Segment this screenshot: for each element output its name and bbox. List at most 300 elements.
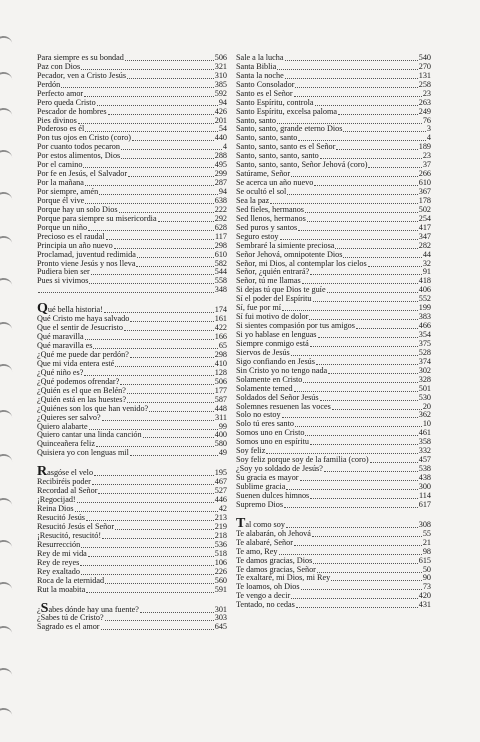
page-number: 263	[418, 97, 431, 107]
hymn-title: Perfecto amor	[37, 88, 84, 98]
leader-dots	[158, 221, 214, 222]
page-number: 310	[214, 70, 227, 80]
hymn-title: Sí el poder del Espíritu	[236, 294, 312, 304]
hymn-title: Sembraré la simiente preciosa	[236, 240, 335, 250]
section-initial: R	[37, 464, 48, 480]
leader-dots	[120, 384, 213, 385]
leader-dots	[307, 221, 418, 222]
page-number: 298	[214, 240, 227, 250]
hymn-title: Porque para siempre su misericordia	[37, 213, 157, 223]
index-letter-group	[37, 600, 227, 633]
leader-dots	[324, 471, 418, 472]
page-number: 628	[214, 222, 227, 232]
hymn-title: Por la mañana	[37, 178, 84, 188]
index-column-left	[37, 54, 227, 641]
leader-dots	[77, 502, 214, 503]
page-number: 538	[418, 464, 431, 474]
hymn-title: Soldados del Señor Jesús	[236, 392, 319, 402]
hymn-title: Santo es el Señor	[236, 88, 293, 98]
leader-dots	[149, 411, 214, 412]
hymn-title: Pero queda Cristo	[37, 97, 96, 107]
leader-dots	[96, 446, 214, 447]
page-number: 321	[214, 61, 227, 71]
hymn-title: ¡Regocijad!	[37, 495, 76, 505]
page-number: 219	[214, 521, 227, 531]
page-number: 418	[418, 276, 431, 286]
hymn-title: Sí, fue por mí	[236, 303, 282, 313]
leader-dots	[80, 565, 213, 566]
page-number: 106	[214, 557, 227, 567]
leader-dots	[85, 185, 214, 186]
hymn-title: Santa la noche	[236, 70, 284, 80]
leader-dots	[81, 69, 214, 70]
index-entry	[37, 586, 227, 595]
page-number: 638	[214, 195, 227, 205]
page-number: 201	[214, 115, 227, 125]
leader-dots	[84, 96, 214, 97]
leader-dots	[93, 348, 217, 349]
title-rest: asgóse el velo	[47, 468, 94, 478]
hymn-title: Reina Dios	[37, 504, 74, 514]
hymn-title: Sed puros y santos	[236, 222, 298, 232]
leader-dots	[143, 437, 214, 438]
page-number: 98	[422, 546, 431, 556]
hymn-title: Santo Espíritu, controla	[236, 97, 314, 107]
page-number: 199	[418, 303, 431, 313]
leader-dots	[294, 391, 418, 392]
hymn-title: ¿Quién es el que en Belén?	[37, 385, 126, 395]
page-number: 540	[418, 52, 431, 62]
leader-dots	[98, 493, 213, 494]
leader-dots	[320, 400, 418, 401]
hymn-title: ¿Sabes tú de Cristo?	[37, 613, 104, 623]
index-letter-group	[37, 301, 227, 458]
leader-dots	[108, 114, 214, 115]
leader-dots	[310, 274, 422, 275]
index-entry	[37, 623, 227, 632]
index-entry	[236, 601, 431, 610]
hymn-title: Te damos gracias, Dios	[236, 555, 313, 565]
page-number: 50	[422, 564, 431, 574]
hymn-title: Sublime gracia	[236, 481, 286, 491]
leader-dots	[313, 301, 418, 302]
hymn-title: ¿Qué me puede dar perdón?	[37, 350, 129, 360]
hymn-title: Te alabarán, oh Jehová	[236, 528, 311, 538]
page-number: 501	[418, 383, 431, 393]
index-letter-group	[37, 464, 227, 594]
leader-dots	[88, 556, 214, 557]
leader-dots	[331, 580, 422, 581]
hymn-title: ¿Quieres ser salvo?	[37, 412, 101, 422]
leader-dots	[294, 96, 422, 97]
leader-dots	[296, 607, 418, 608]
hymn-title: Quinceañera feliz	[37, 439, 95, 449]
leader-dots	[121, 158, 213, 159]
hymn-title: Si yo hablase en lenguas	[236, 330, 317, 340]
page-number: 270	[418, 61, 431, 71]
page-number: 298	[214, 350, 227, 360]
hymn-title: Precioso es el raudal	[37, 231, 105, 241]
page-number: 385	[214, 79, 227, 89]
leader-dots	[137, 257, 214, 258]
hymn-title: Siervos de Jesús	[236, 347, 290, 357]
hymn-title: Si dejas tú que Dios te guíe	[236, 285, 326, 295]
page-number: 467	[214, 477, 227, 487]
page-number: 431	[418, 600, 431, 610]
page-number: 287	[214, 178, 227, 188]
hymn-title: Pudiera bien ser	[37, 267, 90, 277]
leader-dots	[291, 355, 418, 356]
hymn-title: Solamente en Cristo	[236, 374, 303, 384]
page-number: 311	[215, 412, 227, 422]
page-number: 90	[422, 573, 431, 583]
hymn-title: Soy feliz porque soy de la familia (coro)	[236, 455, 369, 465]
hymn-title: Por estos alimentos, Dios	[37, 151, 121, 161]
page-number: 178	[418, 195, 431, 205]
page-number: 226	[214, 566, 227, 576]
leader-dots	[343, 131, 425, 132]
leader-dots	[97, 105, 218, 106]
hymn-title: Santo, santo, grande eterno Dios	[236, 124, 343, 134]
hymn-title: Sale a la lucha	[236, 52, 284, 62]
leader-dots	[81, 574, 214, 575]
hymn-title: Te alabaré, Señor	[236, 537, 293, 547]
page-number: 400	[214, 430, 227, 440]
page-number: 466	[418, 321, 431, 331]
hymn-title: Pues si vivimos	[37, 276, 89, 286]
leader-dots	[368, 167, 421, 168]
page-number: 440	[214, 133, 227, 143]
hymn-title: Santo, santo, santo, santo	[236, 151, 319, 161]
page-number: 177	[214, 385, 227, 395]
page-number: 37	[422, 160, 431, 170]
leader-dots	[300, 480, 418, 481]
leader-dots	[38, 292, 214, 293]
page-number: 166	[214, 332, 227, 342]
page-number: 354	[418, 330, 431, 340]
leader-dots	[332, 409, 422, 410]
leader-dots	[89, 429, 218, 430]
hymn-title: Resucitó Jesús el Señor	[37, 521, 115, 531]
hymn-title: Te amo, Rey	[236, 546, 278, 556]
leader-dots	[84, 375, 213, 376]
page-number: 161	[214, 314, 227, 324]
page-number: 457	[418, 455, 431, 465]
hymn-title: Sed fieles, hermanos	[236, 204, 304, 214]
hymn-title: Por el camino	[37, 160, 83, 170]
leader-dots	[336, 149, 417, 150]
page-number: 266	[418, 169, 431, 179]
leader-dots	[310, 346, 418, 347]
leader-dots	[335, 248, 417, 249]
hymn-title: Santa Biblia	[236, 61, 277, 71]
leader-dots	[127, 402, 214, 403]
page-number: 560	[214, 575, 227, 585]
page-number: 527	[214, 486, 227, 496]
page-number: 195	[214, 468, 227, 478]
leader-dots	[106, 239, 214, 240]
hymn-title: Su gracia es mayor	[236, 473, 299, 483]
page-number: 292	[214, 213, 227, 223]
hymn-title: Santo, santo, santo	[236, 133, 298, 143]
leader-dots	[285, 60, 418, 61]
hymn-title: Tentado, no cedas	[236, 600, 295, 610]
hymn-title: Recibiréis poder	[37, 477, 91, 487]
hymn-title: Te vengo a decir	[236, 591, 291, 601]
page-number: 54	[218, 124, 227, 134]
index-entry	[37, 277, 227, 286]
page-number: 502	[418, 204, 431, 214]
hymn-title: ¿Qué niño es?	[37, 367, 84, 377]
hymn-title: Que el sentir de Jesucristo	[37, 323, 123, 333]
hymn-title: ¿Qué podemos ofrendar?	[37, 376, 120, 386]
hymn-title: Te damos gracias, Señor	[236, 564, 316, 574]
leader-dots	[318, 337, 418, 338]
hymn-title: Por fe en Jesús, el Salvador	[37, 169, 128, 179]
index-letter-group	[37, 54, 227, 295]
hymn-title: Satúrame, Señor	[236, 169, 291, 179]
leader-dots	[309, 319, 417, 320]
hymn-title: Rey exaltado	[37, 566, 80, 576]
hymn-title: Sigo confiando en Jesús	[236, 356, 315, 366]
hymn-title: Te exaltaré, mi Dios, mi Rey	[236, 573, 331, 583]
leader-dots	[75, 511, 218, 512]
hymn-title: Resurrección	[37, 539, 81, 549]
page-number: 461	[418, 428, 431, 438]
leader-dots	[92, 484, 214, 485]
section-initial: Q	[37, 301, 48, 317]
page-number: 438	[418, 473, 431, 483]
leader-dots	[277, 123, 422, 124]
page-number: 44	[422, 249, 431, 259]
leader-dots	[128, 176, 214, 177]
leader-dots	[61, 87, 214, 88]
page-number: 558	[214, 276, 227, 286]
leader-dots	[303, 382, 417, 383]
leader-dots	[305, 435, 417, 436]
leader-dots	[301, 589, 422, 590]
page-number: 32	[422, 258, 431, 268]
leader-dots	[119, 212, 214, 213]
page-number: 282	[418, 240, 431, 250]
hymn-title: Roca de la eternidad	[37, 575, 105, 585]
leader-dots	[130, 321, 213, 322]
hymn-title: Qué maravilla	[37, 332, 84, 342]
leader-dots	[291, 598, 418, 599]
page-number: 518	[214, 548, 227, 558]
hymn-title: Señor, mi Dios, al contemplar los cielos	[236, 258, 367, 268]
page-number: 117	[215, 231, 227, 241]
hymn-title: Qué maravilla es	[37, 341, 93, 351]
page-number: 114	[419, 490, 431, 500]
hymn-title: Perdón	[37, 79, 61, 89]
leader-dots	[266, 453, 417, 454]
page-number: 544	[214, 267, 227, 277]
leader-dots	[279, 554, 422, 555]
page-number: 94	[218, 97, 227, 107]
section-initial: T	[236, 515, 246, 531]
hymn-title: Rey de reyes	[37, 557, 80, 567]
hymn-title: Qué Cristo me haya salvado	[37, 314, 130, 324]
leader-dots	[312, 536, 422, 537]
leader-dots	[125, 60, 214, 61]
title-prefix: ¿	[37, 604, 41, 614]
hymn-title: Recordad al Señor	[37, 486, 98, 496]
leader-dots	[298, 140, 426, 141]
hymn-title	[236, 515, 285, 531]
hymn-title: Santo, santo, santo, Señor Jehová (coro)	[236, 160, 368, 170]
leader-dots	[316, 364, 418, 365]
leader-dots	[88, 230, 214, 231]
leader-dots	[136, 266, 213, 267]
page-number: 213	[214, 513, 227, 523]
page-number: 189	[418, 142, 431, 152]
leader-dots	[132, 140, 214, 141]
leader-dots	[91, 274, 214, 275]
page-number: 300	[418, 481, 431, 491]
leader-dots	[130, 455, 218, 456]
leader-dots	[295, 426, 422, 427]
page-number: 610	[214, 249, 227, 259]
hymn-title: Sea la paz	[236, 195, 270, 205]
hymn-title: Somos uno en espíritu	[236, 437, 310, 447]
hymn-title: Santo Espíritu, excelsa paloma	[236, 106, 337, 116]
page-number: 420	[418, 591, 431, 601]
title-rest: al como soy	[245, 519, 285, 529]
hymn-title: Quiero alabarte	[37, 421, 88, 431]
leader-dots	[105, 620, 214, 621]
hymn-title: Sed llenos, hermanos	[236, 213, 306, 223]
leader-dots	[130, 357, 214, 358]
page-number: 332	[418, 446, 431, 456]
leader-dots	[89, 283, 213, 284]
hymn-title: Santo, santo, santo es el Señor	[236, 142, 336, 152]
leader-dots	[286, 527, 418, 528]
page-number: 448	[214, 403, 227, 413]
leader-dots	[94, 475, 214, 476]
page-number: 536	[214, 539, 227, 549]
page-number: 495	[214, 160, 227, 170]
leader-dots	[310, 444, 418, 445]
leader-dots	[104, 312, 214, 313]
page-number: 422	[214, 323, 227, 333]
page-number: 530	[418, 392, 431, 402]
index-entry	[37, 72, 227, 81]
leader-dots	[99, 194, 218, 195]
leader-dots	[284, 507, 418, 508]
page-number: 615	[418, 555, 431, 565]
page-number: 131	[418, 70, 431, 80]
leader-dots	[86, 520, 214, 521]
hymn-title: Sin Cristo yo no tengo nada	[236, 365, 328, 375]
hymn-title: Solamente temed	[236, 383, 293, 393]
hymn-title: Señor, tú me llamas	[236, 276, 301, 286]
hymn-title: Porque un niño	[37, 222, 88, 232]
page-number: 76	[422, 115, 431, 125]
leader-dots	[282, 310, 418, 311]
page-number: 328	[418, 374, 431, 384]
hymn-title: Pecador, ven a Cristo Jesús	[37, 70, 127, 80]
page-number: 580	[214, 439, 227, 449]
page-number: 4	[222, 142, 227, 152]
page-number: 4	[426, 133, 431, 143]
leader-dots	[328, 373, 418, 374]
leader-dots	[83, 167, 213, 168]
hymn-title: Siempre conmigo está	[236, 338, 309, 348]
hymn-title: Quiero cantar una linda canción	[37, 430, 142, 440]
page-number: 91	[422, 267, 431, 277]
binder-holes	[0, 0, 30, 742]
page-number: 254	[418, 213, 431, 223]
leader-dots	[277, 69, 417, 70]
hymn-title: Santo Consolador	[236, 79, 295, 89]
leader-dots	[115, 529, 214, 530]
page-number: 528	[418, 347, 431, 357]
leader-dots	[315, 105, 418, 106]
page-number: 10	[422, 419, 431, 429]
leader-dots	[101, 629, 214, 630]
page-number: 406	[418, 285, 431, 295]
page-number: 367	[418, 187, 431, 197]
leader-dots	[102, 420, 214, 421]
page-number: 582	[214, 258, 227, 268]
page-number: 218	[214, 530, 227, 540]
page-number: 299	[214, 169, 227, 179]
hymn-title: Somos uno en Cristo	[236, 428, 305, 438]
leader-dots	[85, 339, 214, 340]
leader-dots	[298, 230, 418, 231]
hymn-title: Soy feliz	[236, 446, 266, 456]
hymn-title: Proclamad, juventud redimida	[37, 249, 136, 259]
page-number: 410	[214, 358, 227, 368]
hymn-title: ¿Soy yo soldado de Jesús?	[236, 464, 323, 474]
title-rest: abes dónde hay una fuente?	[48, 604, 139, 614]
hymn-title: Suenen dulces himnos	[236, 490, 310, 500]
page-number: 426	[214, 106, 227, 116]
page-number: 21	[422, 537, 431, 547]
hymn-title: Solo no estoy	[236, 410, 281, 420]
hymn-title: Supremo Dios	[236, 499, 284, 509]
page-number: 258	[418, 79, 431, 89]
leader-dots	[285, 78, 418, 79]
hymn-title: ¿Quién está en las huestes?	[37, 394, 127, 404]
leader-dots	[317, 572, 422, 573]
hymn-title: Quisiera yo con lenguas mil	[37, 448, 129, 458]
page-number: 42	[218, 504, 227, 514]
hymn-title: Sagrado es el amor	[37, 622, 100, 632]
leader-dots	[302, 283, 418, 284]
hymn-title: Principia un año nuevo	[37, 240, 113, 250]
page-number: 506	[214, 52, 227, 62]
leader-dots	[85, 203, 213, 204]
hymn-title: Pescador de hombres	[37, 106, 107, 116]
index-letter-group	[236, 515, 431, 610]
hymn-title: ¿Quiénes son los que han venido?	[37, 403, 149, 413]
hymn-title: Para siempre es su bondad	[37, 52, 124, 62]
section-initial: S	[40, 600, 49, 616]
page-number: 383	[418, 312, 431, 322]
leader-dots	[343, 257, 421, 258]
leader-dots	[356, 328, 418, 329]
leader-dots	[85, 131, 218, 132]
leader-dots	[368, 266, 422, 267]
leader-dots	[310, 498, 418, 499]
leader-dots	[313, 563, 417, 564]
hymn-title: Solemnes resuenen las voces	[236, 401, 331, 411]
hymn-title: Seguro estoy	[236, 231, 279, 241]
leader-dots	[327, 292, 418, 293]
page-number: 23	[422, 151, 431, 161]
